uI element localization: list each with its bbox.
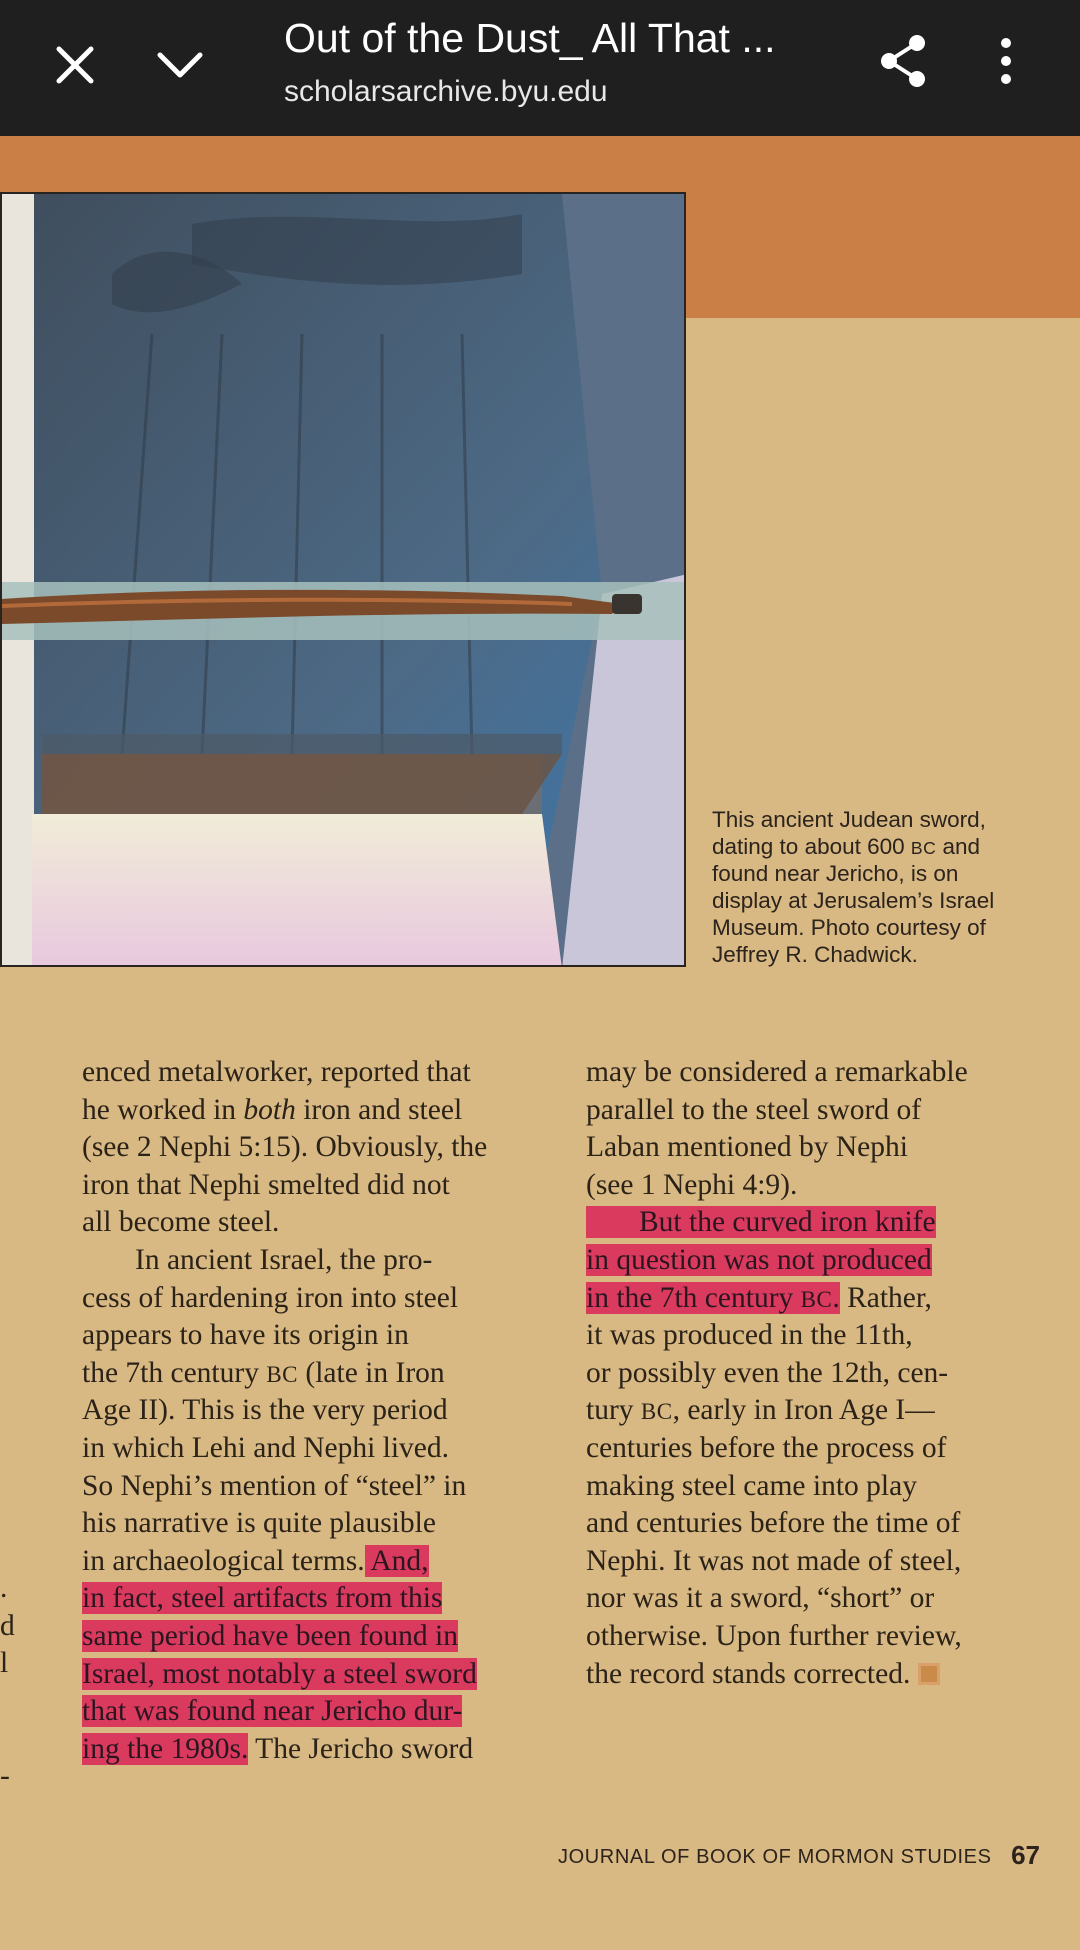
- highlight[interactable]: same period have been found in: [82, 1619, 458, 1652]
- highlight[interactable]: But the curved iron knife: [586, 1206, 936, 1238]
- highlight[interactable]: ing the 1980s.: [82, 1732, 249, 1765]
- highlight[interactable]: in question was not produced: [586, 1243, 932, 1276]
- highlight[interactable]: that was found near Jericho dur-: [82, 1695, 463, 1728]
- close-icon[interactable]: [40, 30, 110, 100]
- photo-caption: This ancient Judean sword, dating to about 600 BC and found near Jericho, is on display at Jerusalem’s Israel Museum. Photo courtesy of Jeffrey R. Chadwick.: [712, 807, 995, 967]
- page-url: scholarsarchive.byu.edu: [284, 75, 608, 108]
- journal-name: JOURNAL OF BOOK OF MORMON STUDIES: [558, 1846, 992, 1868]
- body-column-right: may be considered a remarkable parallel to the steel sword of Laban mentioned by Nephi (see 1 Nephi 4:9). But the curved iron knife in question was not produced in the 7th century BC. Rather, it was produced in the 11th, or possibly even the 12th, cen- tury BC, early in Iron Age I— centuries before the process of making steel came into play and centuries before the time of Nephi. It was not made of steel, nor was it a sword, “short” or otherwise. Upon further review, the record stands corrected.: [586, 1056, 968, 1690]
- sword-photo: [0, 192, 686, 967]
- body-column-left: enced metalworker, reported that he worked in both iron and steel (see 2 Nephi 5:15). Obviously, the iron that Nephi smelted did not all become steel. In ancient Israel, the pro- cess of hardening iron into steel appears to have its origin in the 7th century BC (late in Iron Age II). This is the very period in which Lehi and Nephi lived. So Nephi’s mention of “steel” in his narrative is quite plausible in archaeological terms. And, in fact, steel artifacts from this same period have been found in Israel, most notably a steel sword that was found near Jericho dur- ing the 1980s. The Jericho sword: [82, 1056, 488, 1765]
- highlight[interactable]: Israel, most notably a steel sword: [82, 1657, 477, 1690]
- chevron-down-icon[interactable]: [145, 30, 215, 100]
- edge-fragments: . d l -: [0, 1572, 15, 1792]
- share-icon[interactable]: [868, 26, 938, 96]
- end-mark-icon: [918, 1663, 940, 1685]
- browser-toolbar: [0, 0, 1080, 136]
- highlight[interactable]: in fact, steel artifacts from this: [82, 1582, 443, 1615]
- highlight[interactable]: in the 7th century BC.: [586, 1281, 840, 1314]
- page-number: 67: [1011, 1840, 1040, 1870]
- more-options-icon[interactable]: [976, 26, 1036, 96]
- page-title: Out of the Dust_ All That ...: [284, 15, 776, 61]
- highlight[interactable]: And,: [364, 1544, 429, 1577]
